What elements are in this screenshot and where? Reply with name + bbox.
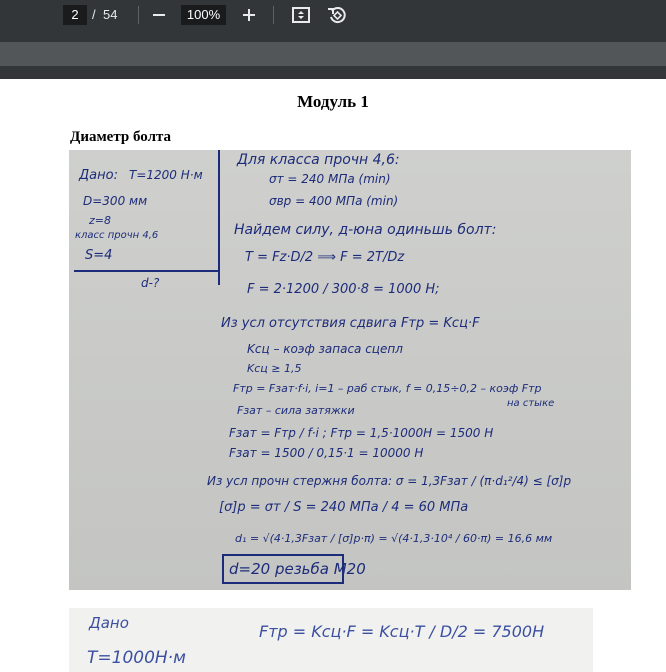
fit-page-icon [289,3,313,27]
given-torque: T=1200 Н·м [129,168,203,182]
pdf-toolbar [0,0,666,42]
given-label: Дано: [79,168,118,183]
find-label: d-? [141,276,160,290]
rotate-icon [325,3,349,27]
minus-icon [147,3,171,27]
given-safety-factor: S=4 [85,248,113,263]
zoom-in-button[interactable] [237,3,261,27]
page-number-input[interactable]: 2 [63,5,87,25]
note-line: Fзат = 1500 / 0,15·1 = 10000 Н [229,446,424,460]
note-line: Fзат – сила затяжки [237,404,355,417]
rotate-button[interactable] [325,3,349,27]
handwritten-notes-photo-2 [69,608,593,672]
note-line: T = Fz·D/2 ⟹ F = 2T/Dz [245,250,405,265]
section-heading: Диаметр болта [70,129,172,145]
given-diameter: D=300 мм [83,194,148,208]
note-line: Из усл отсутствия сдвига Fтр = Kсц·F [221,316,480,331]
fit-page-button[interactable] [289,3,313,27]
toolbar-divider [138,6,139,24]
given-bolt-count: z=8 [89,214,111,227]
note-line: Из усл прочн стержня болта: σ = 1,3Fзат / (π·d₁²/4) ≤ [σ]р [207,474,572,488]
handwritten-notes-photo [69,150,631,590]
note-line: Kсц – коэф запаса сцепл [247,342,403,356]
toolbar-divider [273,6,274,24]
page-title: Модуль 1 [297,92,369,111]
note-line: Для класса прочн 4,6: [237,152,400,168]
page-total: 54 [103,7,118,22]
page-top-shadow [0,66,666,79]
note-line: d₁ = √(4·1,3Fзат / [σ]р·π) = √(4·1,3·10⁴ / 60·π) = 16,6 мм [235,532,553,545]
note-line: σвр = 400 МПа (min) [269,194,399,208]
plus-icon [237,3,261,27]
given-label-2: Дано [89,614,129,632]
note-line: Найдем силу, д-юна одиньшь болт: [234,222,497,238]
note-line: [σ]р = σт / S = 240 МПа / 4 = 60 МПа [219,500,469,515]
note-line: σт = 240 МПа (min) [269,172,391,186]
page-separator: / [92,7,96,22]
answer-boxed: d=20 резьба М20 [229,560,366,578]
given-strength-class: класс прочн 4,6 [75,230,159,241]
zoom-input[interactable]: 100% [181,5,226,25]
note-line: Kсц ≥ 1,5 [247,362,302,375]
note-line: Fзат = Fтр / f·i ; Fтр = 1,5·1000Н = 1500 Н [229,426,494,440]
given-torque-2: T=1000Н·м [87,648,186,668]
note-line: на стыке [507,398,555,409]
friction-formula: Fтр = Kсц·F = Kсц·T / D/2 = 7500Н [259,622,545,641]
pdf-page [0,79,666,672]
note-line: F = 2·1200 / 300·8 = 1000 Н; [247,282,440,297]
viewer-background [0,42,666,67]
zoom-out-button[interactable] [147,3,171,27]
note-line: Fтр = Fзат·f·i, i=1 – раб стык, f = 0,15÷0,2 – коэф Fтр [233,382,542,395]
notes-lines [69,150,631,590]
